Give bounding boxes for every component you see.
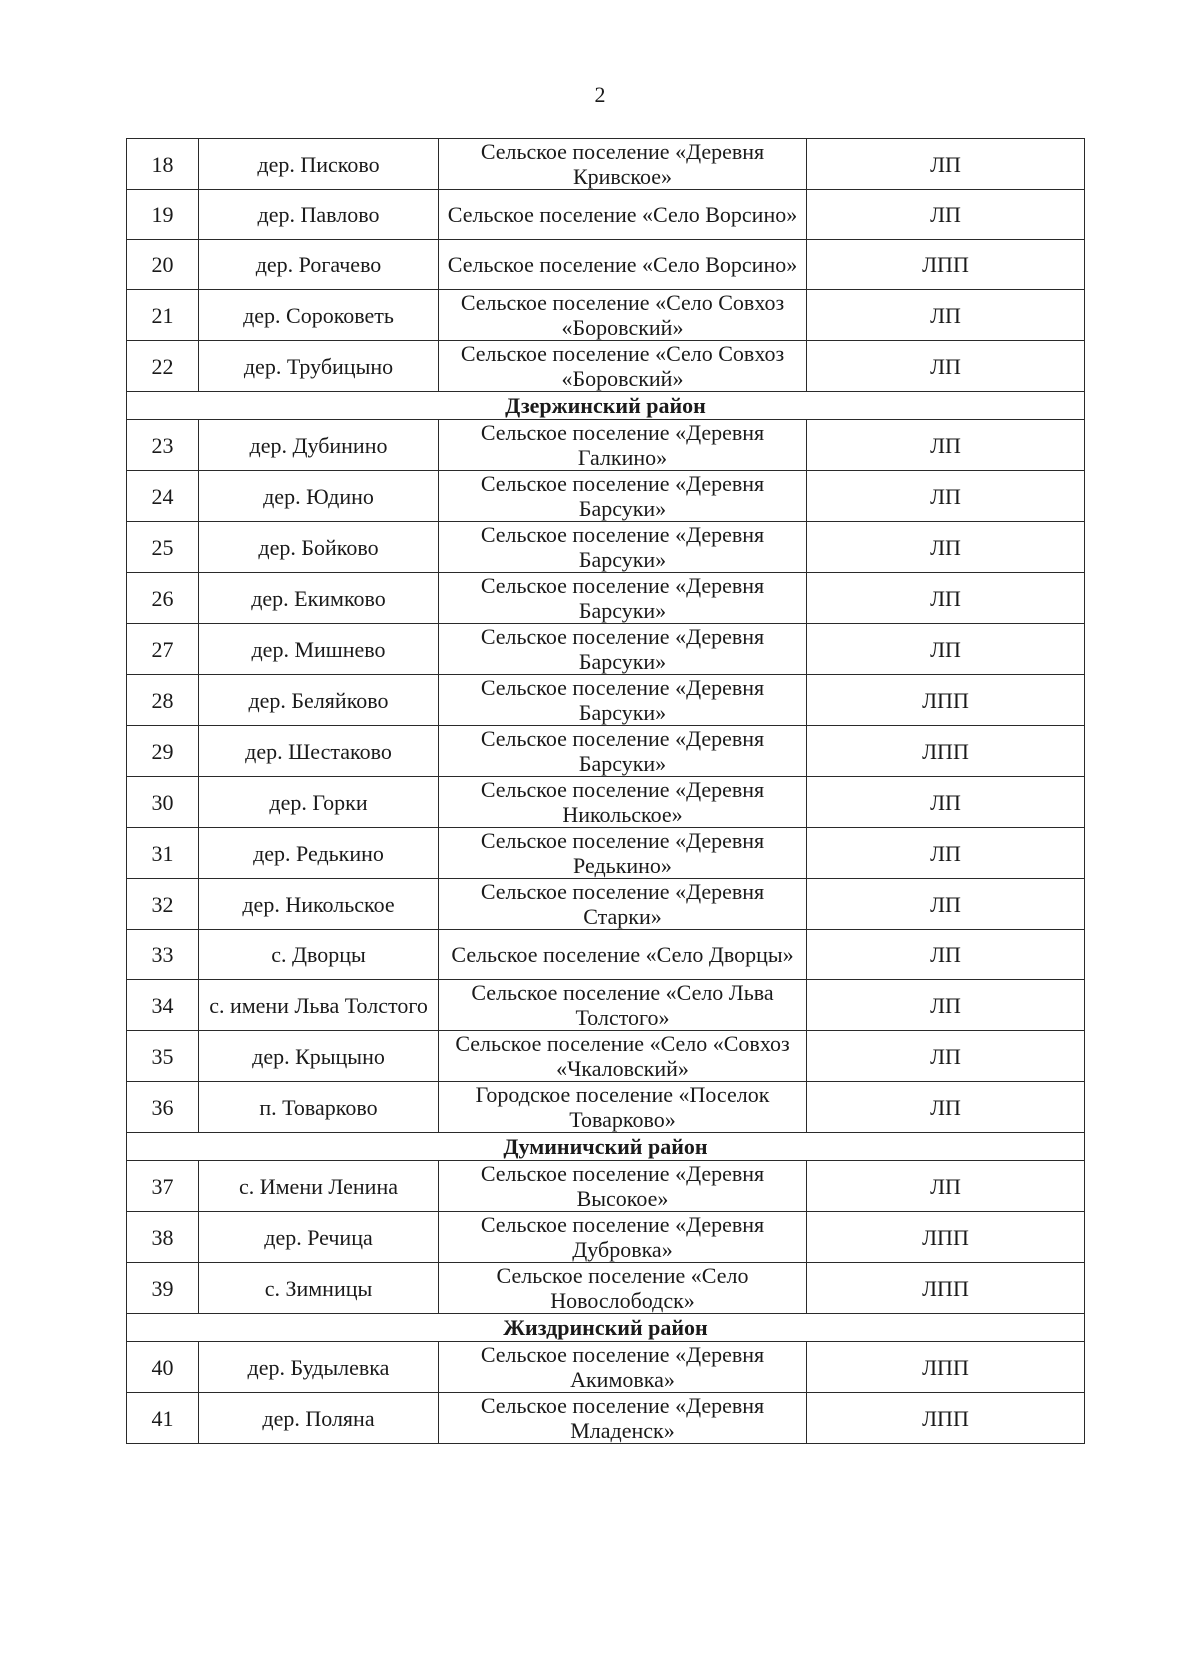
locality-name-cell: дер. Редькино (199, 828, 439, 879)
settlement-name-cell: Городское поселение «Поселок Товарково» (439, 1082, 807, 1133)
type-code-cell: ЛП (807, 777, 1085, 828)
locality-name-cell: дер. Бойково (199, 522, 439, 573)
type-code-cell: ЛП (807, 420, 1085, 471)
row-number-cell: 31 (127, 828, 199, 879)
district-title: Жиздринский район (127, 1314, 1085, 1342)
row-number-cell: 28 (127, 675, 199, 726)
settlement-name-cell: Сельское поселение «Село Совхоз «Боровский» (439, 290, 807, 341)
row-number-cell: 33 (127, 930, 199, 980)
locality-name-cell: с. имени Льва Толстого (199, 980, 439, 1031)
table-row (127, 828, 1085, 879)
locality-name-cell: дер. Мишнево (199, 624, 439, 675)
table-row (127, 573, 1085, 624)
locality-name-cell: дер. Писково (199, 139, 439, 190)
locality-name-cell: дер. Будылевка (199, 1342, 439, 1393)
row-number-cell: 35 (127, 1031, 199, 1082)
row-number-cell: 18 (127, 139, 199, 190)
table-row (127, 420, 1085, 471)
locality-name-cell: дер. Юдино (199, 471, 439, 522)
table-row (127, 471, 1085, 522)
type-code-cell: ЛПП (807, 240, 1085, 290)
table-row (127, 879, 1085, 930)
district-header-row (127, 1133, 1085, 1161)
type-code-cell: ЛП (807, 471, 1085, 522)
settlements-table-body (127, 139, 1085, 1444)
table-row (127, 1212, 1085, 1263)
settlement-name-cell: Сельское поселение «Деревня Акимовка» (439, 1342, 807, 1393)
locality-name-cell: дер. Дубинино (199, 420, 439, 471)
type-code-cell: ЛПП (807, 1212, 1085, 1263)
row-number-cell: 26 (127, 573, 199, 624)
settlement-name-cell: Сельское поселение «Село Дворцы» (439, 930, 807, 980)
settlement-name-cell: Сельское поселение «Село Льва Толстого» (439, 980, 807, 1031)
table-row (127, 139, 1085, 190)
district-title: Думиничский район (127, 1133, 1085, 1161)
table-row (127, 777, 1085, 828)
table-row (127, 1031, 1085, 1082)
type-code-cell: ЛП (807, 980, 1085, 1031)
settlement-name-cell: Сельское поселение «Деревня Редькино» (439, 828, 807, 879)
row-number-cell: 27 (127, 624, 199, 675)
settlement-name-cell: Сельское поселение «Деревня Никольское» (439, 777, 807, 828)
locality-name-cell: дер. Речица (199, 1212, 439, 1263)
settlement-name-cell: Сельское поселение «Деревня Барсуки» (439, 522, 807, 573)
locality-name-cell: дер. Трубицыно (199, 341, 439, 392)
table-row (127, 675, 1085, 726)
locality-name-cell: дер. Никольское (199, 879, 439, 930)
settlement-name-cell: Сельское поселение «Деревня Младенск» (439, 1393, 807, 1444)
table-row (127, 1342, 1085, 1393)
table-row (127, 980, 1085, 1031)
district-header-row (127, 1314, 1085, 1342)
settlement-name-cell: Сельское поселение «Деревня Барсуки» (439, 675, 807, 726)
locality-name-cell: дер. Крыцыно (199, 1031, 439, 1082)
settlement-name-cell: Сельское поселение «Деревня Барсуки» (439, 573, 807, 624)
row-number-cell: 19 (127, 190, 199, 240)
locality-name-cell: дер. Павлово (199, 190, 439, 240)
settlements-table (126, 138, 1085, 1444)
table-row (127, 1393, 1085, 1444)
row-number-cell: 25 (127, 522, 199, 573)
settlement-name-cell: Сельское поселение «Село «Совхоз «Чкаловский» (439, 1031, 807, 1082)
type-code-cell: ЛП (807, 624, 1085, 675)
settlement-name-cell: Сельское поселение «Деревня Барсуки» (439, 471, 807, 522)
settlement-name-cell: Сельское поселение «Деревня Галкино» (439, 420, 807, 471)
table-row (127, 240, 1085, 290)
district-header-row (127, 392, 1085, 420)
row-number-cell: 32 (127, 879, 199, 930)
type-code-cell: ЛП (807, 290, 1085, 341)
table-row (127, 290, 1085, 341)
row-number-cell: 38 (127, 1212, 199, 1263)
row-number-cell: 34 (127, 980, 199, 1031)
type-code-cell: ЛПП (807, 1393, 1085, 1444)
type-code-cell: ЛП (807, 573, 1085, 624)
row-number-cell: 39 (127, 1263, 199, 1314)
type-code-cell: ЛПП (807, 726, 1085, 777)
row-number-cell: 20 (127, 240, 199, 290)
table-row (127, 1082, 1085, 1133)
settlement-name-cell: Сельское поселение «Село Совхоз «Боровский» (439, 341, 807, 392)
table-row (127, 930, 1085, 980)
row-number-cell: 29 (127, 726, 199, 777)
type-code-cell: ЛП (807, 190, 1085, 240)
row-number-cell: 30 (127, 777, 199, 828)
row-number-cell: 41 (127, 1393, 199, 1444)
settlement-name-cell: Сельское поселение «Деревня Кривское» (439, 139, 807, 190)
locality-name-cell: дер. Шестаково (199, 726, 439, 777)
settlement-name-cell: Сельское поселение «Село Новослободск» (439, 1263, 807, 1314)
type-code-cell: ЛПП (807, 1342, 1085, 1393)
table-row (127, 624, 1085, 675)
row-number-cell: 37 (127, 1161, 199, 1212)
type-code-cell: ЛП (807, 1082, 1085, 1133)
locality-name-cell: дер. Поляна (199, 1393, 439, 1444)
settlement-name-cell: Сельское поселение «Деревня Дубровка» (439, 1212, 807, 1263)
locality-name-cell: дер. Рогачево (199, 240, 439, 290)
settlement-name-cell: Сельское поселение «Село Ворсино» (439, 240, 807, 290)
settlement-name-cell: Сельское поселение «Деревня Старки» (439, 879, 807, 930)
locality-name-cell: с. Зимницы (199, 1263, 439, 1314)
settlement-name-cell: Сельское поселение «Деревня Высокое» (439, 1161, 807, 1212)
row-number-cell: 36 (127, 1082, 199, 1133)
type-code-cell: ЛП (807, 1031, 1085, 1082)
type-code-cell: ЛП (807, 139, 1085, 190)
type-code-cell: ЛПП (807, 1263, 1085, 1314)
type-code-cell: ЛП (807, 828, 1085, 879)
locality-name-cell: с. Имени Ленина (199, 1161, 439, 1212)
table-row (127, 1263, 1085, 1314)
locality-name-cell: дер. Сороковеть (199, 290, 439, 341)
row-number-cell: 21 (127, 290, 199, 341)
row-number-cell: 22 (127, 341, 199, 392)
locality-name-cell: с. Дворцы (199, 930, 439, 980)
row-number-cell: 40 (127, 1342, 199, 1393)
row-number-cell: 23 (127, 420, 199, 471)
settlement-name-cell: Сельское поселение «Село Ворсино» (439, 190, 807, 240)
table-row (127, 522, 1085, 573)
type-code-cell: ЛП (807, 1161, 1085, 1212)
type-code-cell: ЛПП (807, 675, 1085, 726)
settlement-name-cell: Сельское поселение «Деревня Барсуки» (439, 624, 807, 675)
type-code-cell: ЛП (807, 879, 1085, 930)
type-code-cell: ЛП (807, 522, 1085, 573)
locality-name-cell: дер. Екимково (199, 573, 439, 624)
table-row (127, 726, 1085, 777)
locality-name-cell: дер. Беляйково (199, 675, 439, 726)
row-number-cell: 24 (127, 471, 199, 522)
page-number: 2 (594, 82, 606, 107)
table-row (127, 190, 1085, 240)
type-code-cell: ЛП (807, 341, 1085, 392)
locality-name-cell: дер. Горки (199, 777, 439, 828)
type-code-cell: ЛП (807, 930, 1085, 980)
settlement-name-cell: Сельское поселение «Деревня Барсуки» (439, 726, 807, 777)
locality-name-cell: п. Товарково (199, 1082, 439, 1133)
district-title: Дзержинский район (127, 392, 1085, 420)
table-row (127, 341, 1085, 392)
table-row (127, 1161, 1085, 1212)
